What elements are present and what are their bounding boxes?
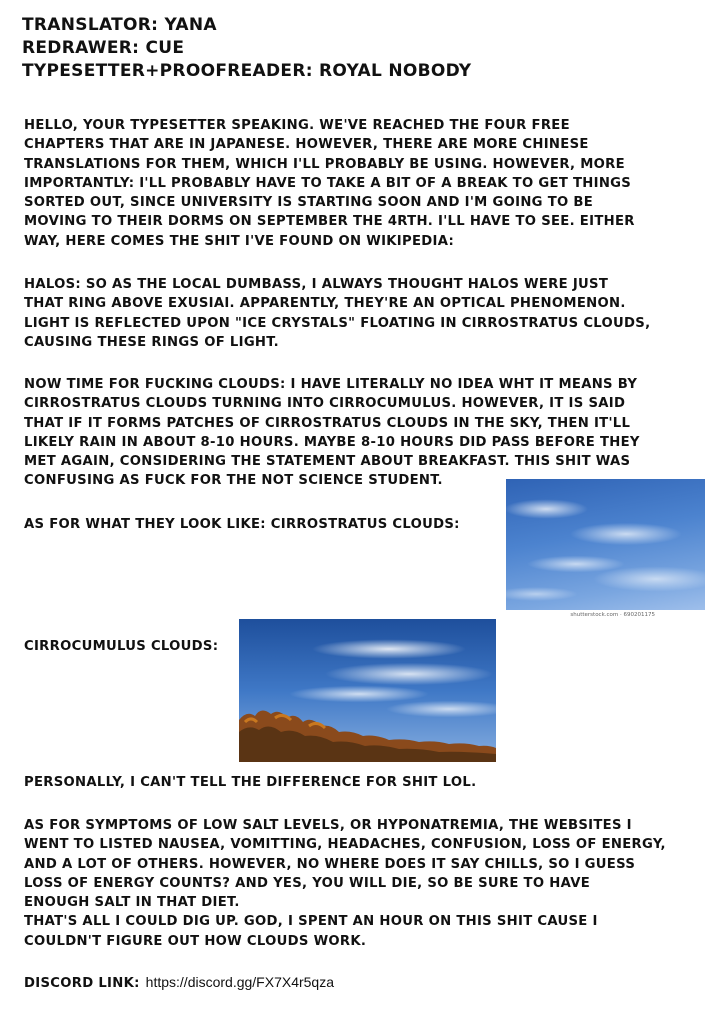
cirrocumulus-clouds-image xyxy=(239,619,496,762)
text-line: CHAPTERS THAT ARE IN JAPANESE. HOWEVER, THERE ARE MORE CHINESE xyxy=(24,137,589,153)
text-line: AND A LOT OF OTHERS. HOWEVER, NO WHERE DOES IT SAY CHILLS, SO I GUESS xyxy=(24,856,636,872)
text-line: WAY, HERE COMES THE SHIT I'VE FOUND ON WIKIPEDIA: xyxy=(24,233,455,249)
text-line: CAUSING THESE RINGS OF LIGHT. xyxy=(24,334,279,350)
text-line: CONFUSING AS FUCK FOR THE NOT SCIENCE STUDENT. xyxy=(24,473,443,489)
text-line: MOVING TO THEIR DORMS ON SEPTEMBER THE 4RTH. I'LL HAVE TO SEE. EITHER xyxy=(24,214,635,230)
text-line: HELLO, YOUR TYPESETTER SPEAKING. WE'VE REACHED THE FOUR FREE xyxy=(24,118,570,133)
text-line: HALOS: SO AS THE LOCAL DUMBASS, I ALWAYS THOUGHT HALOS WERE JUST xyxy=(24,277,609,292)
credit-translator: TRANSLATOR: YANA xyxy=(22,15,217,35)
text-line: SORTED OUT, SINCE UNIVERSITY IS STARTING SOON AND I'M GOING TO BE xyxy=(24,195,594,211)
image-watermark: shutterstock.com · 690201175 xyxy=(506,610,705,620)
credits xyxy=(22,14,471,83)
look-like-label: AS FOR WHAT THEY LOOK LIKE: CIRROSTRATUS CLOUDS: xyxy=(24,517,460,532)
text-line: CIRROSTRATUS CLOUDS TURNING INTO CIRROCUMULUS. HOWEVER, IT IS SAID xyxy=(24,396,626,412)
autumn-trees-graphic xyxy=(239,702,496,762)
cirrocumulus-label: CIRROCUMULUS CLOUDS: xyxy=(24,639,219,654)
intro-paragraph xyxy=(24,116,704,251)
cirrostratus-clouds-image xyxy=(506,479,705,620)
text-line: ENOUGH SALT IN THAT DIET. xyxy=(24,895,240,911)
text-line: LOSS OF ENERGY COUNTS? AND YES, YOU WILL DIE, SO BE SURE TO HAVE xyxy=(24,875,591,891)
text-line: WENT TO LISTED NAUSEA, VOMITTING, HEADACHES, CONFUSION, LOSS OF ENERGY, xyxy=(24,837,666,853)
salt-paragraph xyxy=(24,816,704,951)
text-line: IMPORTANTLY: I'LL PROBABLY HAVE TO TAKE A BIT OF A BREAK TO GET THINGS xyxy=(24,175,632,191)
text-line: TRANSLATIONS FOR THEM, WHICH I'LL PROBABLY BE USING. HOWEVER, MORE xyxy=(24,156,625,172)
text-line: COULDN'T FIGURE OUT HOW CLOUDS WORK. xyxy=(24,933,367,949)
discord-link-row xyxy=(24,974,334,991)
text-line: THAT'S ALL I COULD DIG UP. GOD, I SPENT AN HOUR ON THIS SHIT CAUSE I xyxy=(24,914,598,930)
text-line: MET AGAIN, CONSIDERING THE STATEMENT ABOUT BREAKFAST. THIS SHIT WAS xyxy=(24,454,631,470)
discord-link[interactable]: https://discord.gg/FX7X4r5qza xyxy=(145,974,334,990)
text-line: THAT IF IT FORMS PATCHES OF CIRROSTRATUS CLOUDS IN THE SKY, THEN IT'LL xyxy=(24,415,631,431)
credit-redrawer: REDRAWER: CUE xyxy=(22,38,185,58)
text-line: LIGHT IS REFLECTED UPON "ICE CRYSTALS" FLOATING IN CIRROSTRATUS CLOUDS, xyxy=(24,315,651,331)
text-line: NOW TIME FOR FUCKING CLOUDS: I HAVE LITERALLY NO IDEA WHT IT MEANS BY xyxy=(24,377,638,392)
text-line: AS FOR SYMPTOMS OF LOW SALT LEVELS, OR HYPONATREMIA, THE WEBSITES I xyxy=(24,818,632,833)
credit-typesetter: TYPESETTER+PROOFREADER: ROYAL NOBODY xyxy=(22,61,472,81)
discord-label: DISCORD LINK: xyxy=(24,976,140,991)
text-line: THAT RING ABOVE EXUSIAI. APPARENTLY, THEY'RE AN OPTICAL PHENOMENON. xyxy=(24,296,626,312)
text-line: LIKELY RAIN IN ABOUT 8-10 HOURS. MAYBE 8-10 HOURS DID PASS BEFORE THEY xyxy=(24,434,640,450)
clouds-paragraph xyxy=(24,375,704,491)
difference-paragraph: PERSONALLY, I CAN'T TELL THE DIFFERENCE FOR SHIT LOL. xyxy=(24,775,477,790)
halos-paragraph xyxy=(24,275,704,352)
